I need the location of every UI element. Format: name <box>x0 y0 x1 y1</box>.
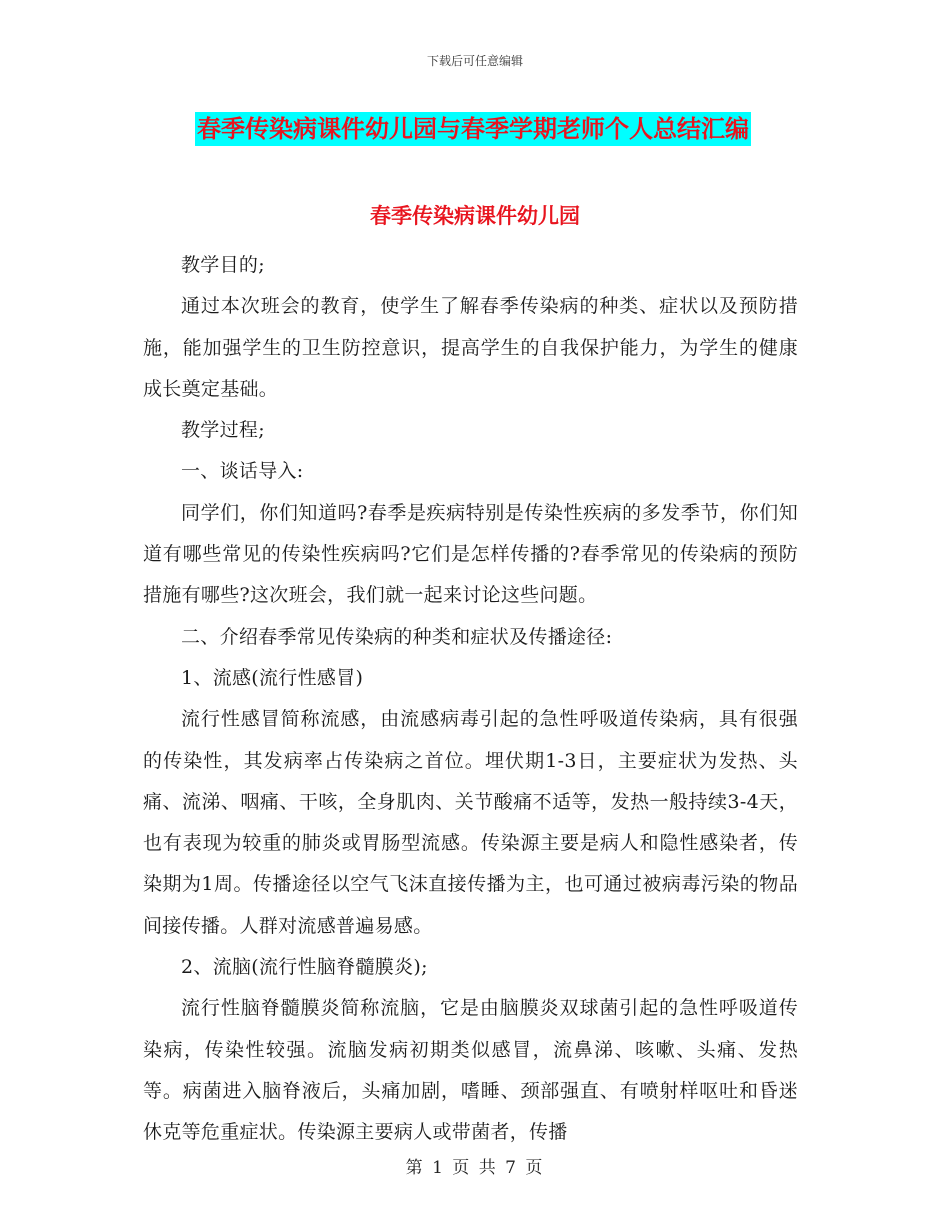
document-title: 春季传染病课件幼儿园与春季学期老师个人总结汇编 <box>195 112 751 146</box>
paragraph: 同学们，你们知道吗?春季是疾病特别是传染性疾病的多发季节，你们知道有哪些常见的传染性疾病吗?它们是怎样传播的?春季常见的传染病的预防措施有哪些?这次班会，我们就一起来讨论这些问题。 <box>143 501 798 607</box>
paragraph: 教学过程; <box>181 419 265 442</box>
paragraph: 流行性脑脊髓膜炎简称流脑，它是由脑膜炎双球菌引起的急性呼吸道传染病，传染性较强。流脑发病初期类似感冒，流鼻涕、咳嗽、头痛、发热等。病菌进入脑脊液后，头痛加剧，嗜睡、颈部强直、有喷射样呕吐和昏迷休克等危重症状。传染源主要病人或带菌者，传播 <box>143 997 798 1144</box>
paragraph: 一、谈话导入: <box>181 460 304 483</box>
body-text <box>143 245 798 1154</box>
header-note: 下载后可任意编辑 <box>426 54 523 68</box>
paragraph: 2、流脑(流行性脑脊髓膜炎); <box>181 956 428 979</box>
section-title: 春季传染病课件幼儿园 <box>370 203 580 228</box>
paragraph: 二、介绍春季常见传染病的种类和症状及传播途径: <box>181 625 613 648</box>
page-footer: 第 1 页 共 7 页 <box>405 1158 545 1178</box>
paragraph: 教学目的; <box>181 254 265 276</box>
paragraph: 1、流感(流行性感冒) <box>181 666 364 689</box>
paragraph: 流行性感冒简称流感，由流感病毒引起的急性呼吸道传染病，具有很强的传染性，其发病率占传染病之首位。埋伏期1-3日，主要症状为发热、头痛、流涕、咽痛、干咳，全身肌肉、关节酸痛不适等，发热一般持续3-4天，也有表现为较重的肺炎或胃肠型流感。传染源主要是病人和隐性感染者，传染期为1周。传播途径以空气飞沫直接传播为主，也可通过被病毒污染的物品间接传播。人群对流感普遍易感。 <box>143 708 798 937</box>
paragraph: 通过本次班会的教育，使学生了解春季传染病的种类、症状以及预防措施，能加强学生的卫生防控意识，提高学生的自我保护能力，为学生的健康成长奠定基础。 <box>143 295 798 400</box>
